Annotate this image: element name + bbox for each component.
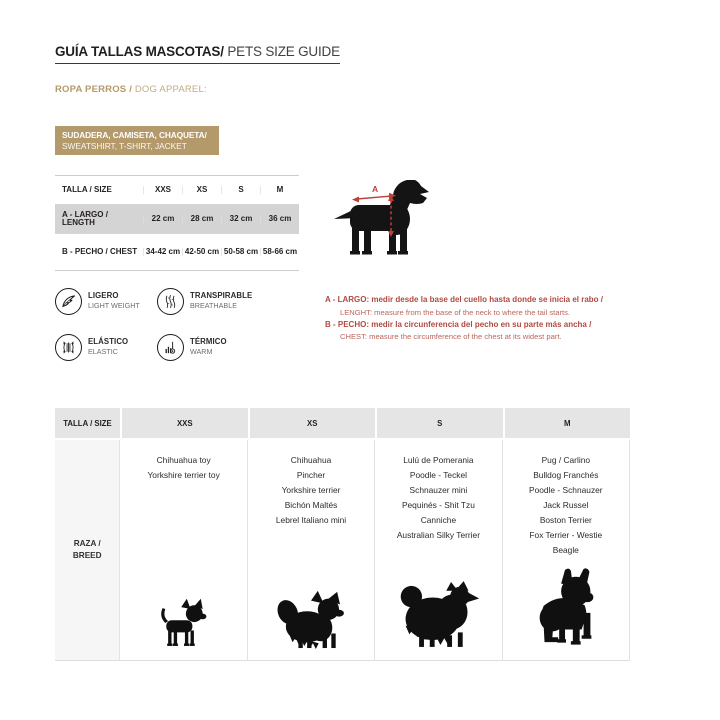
- breed-item: Australian Silky Terrier: [396, 530, 480, 540]
- category-banner: [55, 126, 219, 155]
- chest-s: 50-58 cm: [221, 248, 260, 256]
- breed-column-xs: [247, 440, 374, 660]
- length-row-label: A - LARGO / LENGTH: [62, 210, 108, 227]
- breed-list-s: [375, 440, 501, 543]
- breed-column-xxs: [119, 440, 246, 660]
- feature-lightweight: [55, 287, 157, 333]
- page-title-en: PETS SIZE GUIDE: [223, 44, 340, 59]
- chest-row-label: B - PECHO / CHEST: [62, 247, 138, 256]
- breed-list-xxs: [120, 440, 246, 483]
- breed-item: Bichón Maltés: [284, 500, 338, 510]
- breed-item: Jack Russel: [543, 500, 589, 510]
- length-xxs: 22 cm: [143, 215, 182, 223]
- breed-table-body: [55, 440, 630, 661]
- chest-m: 58-66 cm: [260, 248, 299, 256]
- breed-item: Pug / Carlino: [541, 455, 591, 465]
- page-title: [55, 44, 340, 64]
- breed-row-label-es: RAZA /: [73, 539, 101, 548]
- breed-item: Lebrel Italiano mini: [275, 515, 347, 525]
- category-line-es: SUDADERA, CAMISETA, CHAQUETA/: [62, 130, 207, 140]
- fabric-features: [55, 287, 287, 379]
- dog-measurement-diagram: [330, 170, 462, 270]
- size-table-header-label: TALLA / SIZE: [62, 185, 112, 194]
- feature-label-en: LIGHT WEIGHT: [88, 301, 140, 310]
- size-table-header-m: M: [260, 186, 299, 194]
- breed-item: Chihuahua toy: [156, 455, 211, 465]
- breed-header-xxs: XXS: [122, 408, 248, 438]
- section-subtitle: [55, 84, 207, 95]
- breed-header-xs: XS: [250, 408, 376, 438]
- feature-label-es: LIGERO: [88, 291, 119, 300]
- breathable-icon: [157, 288, 184, 315]
- french-bulldog-silhouette-icon: [503, 567, 629, 649]
- size-table-length-row: [55, 204, 299, 234]
- length-xs: 28 cm: [182, 215, 221, 223]
- size-table-header-xxs: XXS: [143, 186, 182, 194]
- longhair-chihuahua-silhouette-icon: [248, 589, 374, 649]
- breed-header-m: M: [505, 408, 631, 438]
- note-length-en: LENGHT: measure from the base of the neck to where the tail starts.: [340, 307, 571, 317]
- feather-icon: [55, 288, 82, 315]
- feature-label-es: TÉRMICO: [190, 337, 227, 346]
- page-title-es: GUÍA TALLAS MASCOTAS/: [55, 44, 224, 59]
- size-table-header-xs: XS: [182, 186, 221, 194]
- chest-xs: 42-50 cm: [182, 248, 221, 256]
- breed-item: Schnauzer mini: [409, 485, 468, 495]
- feature-breathable: [157, 287, 287, 333]
- breed-item: Fox Terrier - Westie: [529, 530, 603, 540]
- length-m: 36 cm: [260, 215, 299, 223]
- breed-item: Boston Terrier: [539, 515, 592, 525]
- size-table-header-s: S: [221, 186, 260, 194]
- breed-item: Yorkshire terrier: [281, 485, 341, 495]
- breed-item: Yorkshire terrier toy: [147, 470, 220, 480]
- length-s: 32 cm: [221, 215, 260, 223]
- feature-label-en: ELASTIC: [88, 347, 118, 356]
- breed-item: Canniche: [420, 515, 457, 525]
- breed-item: Chihuahua: [290, 455, 332, 465]
- note-pecho-es: B - PECHO: medir la circunferencia del pecho en su parte más ancha /: [325, 319, 592, 329]
- measuring-notes: [325, 294, 625, 343]
- breed-column-m: [502, 440, 630, 660]
- diagram-label-a: A: [372, 184, 379, 194]
- breed-row-label: [55, 440, 119, 660]
- note-largo-es: A - LARGO: medir desde la base del cuello hasta donde se inicia el rabo /: [325, 295, 603, 304]
- breed-item: Poodle - Teckel: [409, 470, 467, 480]
- category-line-en: SWEATSHIRT, T-SHIRT, JACKET: [62, 140, 187, 151]
- note-chest-en: CHEST: measure the circumference of the chest at its widest part.: [340, 332, 562, 341]
- breed-item: Poodle - Schnauzer: [529, 485, 603, 495]
- feature-label-en: BREATHABLE: [190, 301, 237, 310]
- breed-item: Bulldog Franchés: [533, 470, 599, 480]
- feature-label-es: TRANSPIRABLE: [190, 291, 253, 300]
- feature-thermal: [157, 333, 287, 379]
- size-table-header-row: [55, 176, 299, 204]
- subtitle-es: ROPA PERROS /: [55, 84, 135, 95]
- breed-list-m: [503, 440, 629, 558]
- size-measurements-table: [55, 175, 299, 271]
- feature-label-en: WARM: [190, 347, 213, 356]
- labrador-silhouette-icon: [330, 170, 462, 270]
- feature-elastic: [55, 333, 157, 379]
- breed-column-s: [374, 440, 501, 660]
- breed-header-label: TALLA / SIZE: [55, 408, 120, 438]
- size-table-chest-row: [55, 234, 299, 270]
- chihuahua-silhouette-icon: [120, 597, 246, 649]
- breed-header-s: S: [377, 408, 503, 438]
- feature-label-es: ELÁSTICO: [88, 337, 129, 346]
- elastic-icon: [55, 334, 82, 361]
- breed-row-label-en: BREED: [72, 551, 102, 560]
- chest-xxs: 34-42 cm: [143, 248, 182, 256]
- breed-item: Pequinés - Shit Tzu: [401, 500, 475, 510]
- breed-list-xs: [248, 440, 374, 528]
- breed-item: Beagle: [552, 545, 579, 555]
- breed-table-header-row: [55, 408, 630, 438]
- subtitle-en: DOG APPAREL:: [134, 84, 207, 95]
- thermal-icon: [157, 334, 184, 361]
- pomeranian-silhouette-icon: [375, 579, 501, 649]
- breed-item: Lulú de Pomerania: [403, 455, 474, 465]
- breed-item: Pincher: [296, 470, 326, 480]
- breed-size-table: [55, 408, 630, 661]
